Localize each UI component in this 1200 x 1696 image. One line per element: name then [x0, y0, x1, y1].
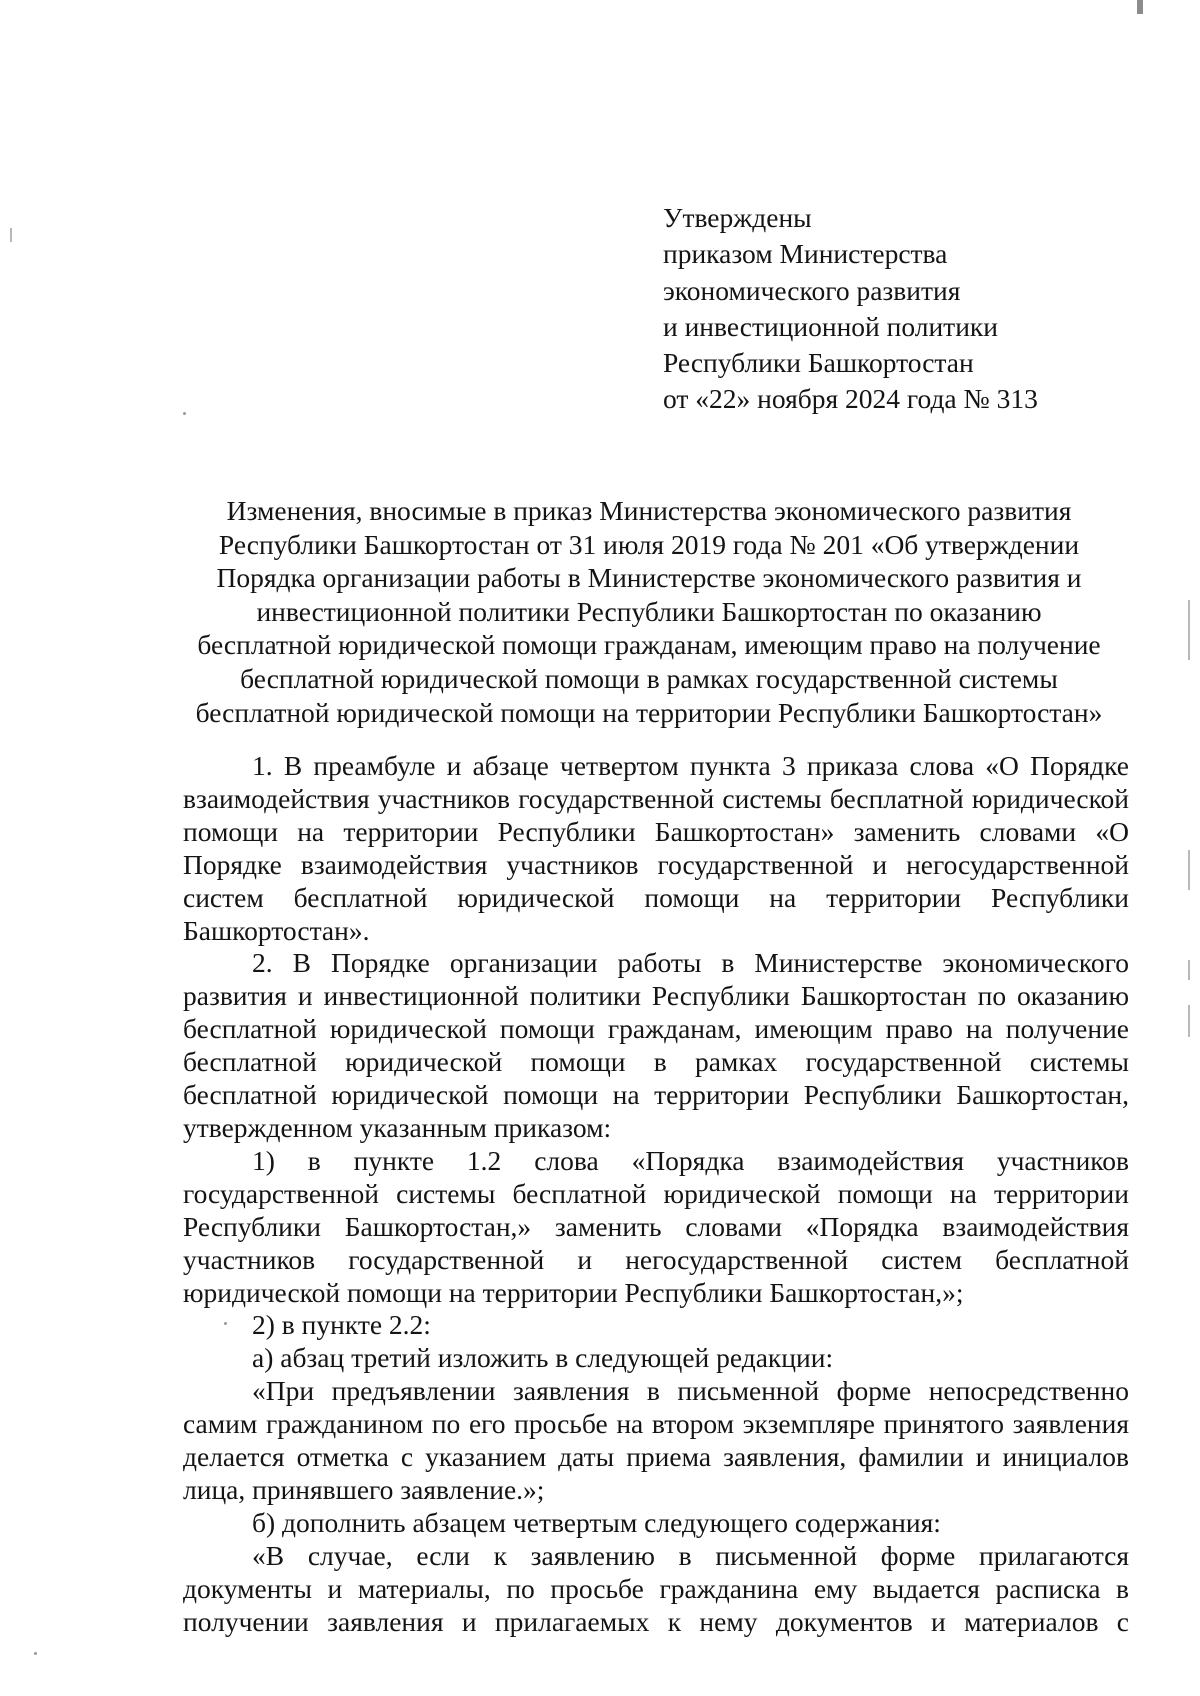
paragraph-item-2: 2. В Порядке организации работы в Министерстве экономического развития и инвестиционной политики Республики Башкортостан по оказанию бесплатной юридической помощи гражданам, имеющим право на получение бесплатной юридической помощи в рамках государственной системы бесплатной юридической помощи на территории Республики Башкортостан, утвержденном указанным приказом:	[183, 947, 1129, 1143]
approval-line: экономического развития	[663, 274, 961, 306]
title-line: Порядка организации работы в Министерстве экономического развития и	[216, 562, 1082, 594]
title-line: инвестиционной политики Республики Башкортостан по оказанию	[256, 595, 1042, 627]
scan-edge-mark	[1188, 850, 1190, 890]
title-line: бесплатной юридической помощи в рамках государственной системы	[240, 662, 1058, 694]
scan-edge-mark	[1188, 960, 1190, 980]
paragraph-subitem-2: 2) в пункте 2.2:	[252, 1309, 431, 1341]
approval-line: приказом Министерства	[663, 238, 948, 270]
scan-edge-mark	[1137, 0, 1143, 14]
paragraph-subitem-b: б) дополнить абзацем четвертым следующего содержания:	[252, 1506, 941, 1538]
approval-line: Утверждены	[663, 202, 812, 233]
scan-speck	[183, 412, 186, 415]
title-line: Изменения, вносимые в приказ Министерства экономического развития	[226, 495, 1072, 526]
scan-edge-mark	[1188, 1005, 1190, 1037]
paragraph-subitem-1: 1) в пункте 1.2 слова «Порядка взаимодействия участников государственной системы бесплатной юридической помощи на территории Республики Башкортостан,» заменить словами «Порядка взаимодействия участников государственной и негосударственной систем бесплатной юридической помощи на территории Республики Башкортостан,»;	[183, 1144, 1129, 1308]
approval-date-line: от «22» ноября 2024 года № 313	[663, 383, 1038, 415]
paragraph-quote-2: «В случае, если к заявлению в письменной форме прилагаются документы и материалы, по просьбе гражданина ему выдается расписка в получении заявления и прилагаемых к нему документов и материалов с	[183, 1539, 1129, 1637]
document-title	[170, 494, 1128, 729]
document-body	[183, 750, 1129, 1638]
title-line: Республики Башкортостан от 31 июля 2019 года № 201 «Об утверждении	[218, 528, 1080, 560]
scan-edge-mark	[1188, 600, 1190, 660]
scan-speck	[34, 1652, 37, 1655]
title-line: бесплатной юридической помощи на территории Республики Башкортостан»	[195, 696, 1103, 728]
approval-block	[663, 200, 1143, 418]
title-line: бесплатной юридической помощи гражданам, имеющим право на получение	[197, 629, 1101, 661]
paragraph-quote-1: «При предъявлении заявления в письменной форме непосредственно самим гражданином по его просьбе на втором экземпляре принятого заявления делается отметка с указанием даты приема заявления, фамилии и инициалов лица, принявшего заявление.»;	[183, 1375, 1129, 1505]
scan-edge-mark	[10, 228, 12, 242]
approval-line: и инвестиционной политики	[663, 310, 998, 342]
paragraph-item-1: 1. В преамбуле и абзаце четвертом пункта 3 приказа слова «О Порядке взаимодействия участников государственной системы бесплатной юридической помощи на территории Республики Башкортостан» заменить словами «О Порядке взаимодействия участников государственной и негосударственной систем бесплатной юридической помощи на территории Республики Башкортостан».	[183, 750, 1129, 946]
paragraph-subitem-a: а) абзац третий изложить в следующей редакции:	[252, 1342, 834, 1374]
approval-line: Республики Башкортостан	[663, 347, 974, 379]
